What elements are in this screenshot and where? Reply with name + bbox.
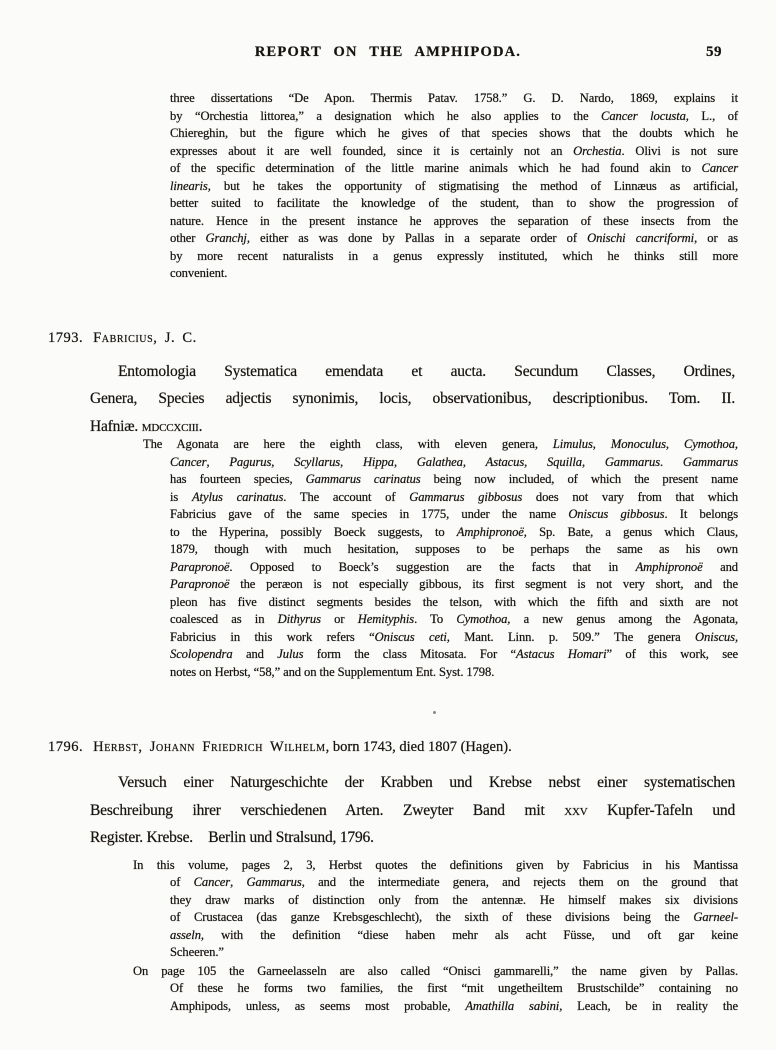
- text-line: Versuch einer Naturgeschichte der Krabben und Krebse nebst einer systematischen: [118, 774, 735, 791]
- entry-number: 1796.: [48, 739, 84, 755]
- entry-number: 1793.: [48, 329, 84, 346]
- text-line: notes on Herbst, “58,” and on the Supplementum Ent. Syst. 1798.: [170, 664, 495, 679]
- text-line: Parapronoë the peræon is not especially gibbous, its first segment is not very short, and the: [170, 577, 738, 591]
- herbst-title: [90, 769, 735, 852]
- text-line: Of these he forms two families, the first “mit ungetheiltem Brustschilde” containing no: [170, 981, 738, 995]
- text-line: Beschreibung ihrer verschiedenen Arten. Zweyter Band mit xxv Kupfer-Tafeln und: [90, 801, 735, 819]
- text-line: Fabricius in this work refers “Oniscus ceti, Mant. Linn. p. 509.” The genera Oniscus,: [170, 629, 738, 644]
- text-line: of the specific determination of the little marine animals which he had found akin to Cancer: [170, 161, 738, 175]
- text-line: expresses about it are well founded, since it is certainly not an Orchestia. Olivi is not sure: [170, 143, 738, 158]
- text-line: by “Orchestia littorea,” a designation which he also applies to the Cancer locusta, L., of: [170, 108, 738, 123]
- text-line: Parapronoë. Opposed to Boeck’s suggestion are the facts that in Amphipronoë and: [170, 559, 738, 574]
- text-line: 1879, though with much hesitation, supposes to be perhaps the same as his own: [170, 542, 738, 556]
- text-line: Amphipods, unless, as seems most probable, Amathilla sabini, Leach, be in reality the: [170, 998, 738, 1013]
- fabricius-title: [90, 358, 735, 441]
- text-line: Scheeren.”: [170, 945, 224, 959]
- entry-author-tail: , born 1743, died 1807 (Hagen).: [325, 739, 512, 755]
- text-line: by more recent naturalists in a genus expressly instituted, which he thinks still more: [170, 248, 738, 263]
- text-line: Genera, Species adjectis synonimis, locis, observationibus, descriptionibus. Tom. II.: [90, 390, 735, 407]
- text-line: convenient.: [170, 266, 228, 280]
- text-line: Cancer, Pagurus, Scyllarus, Hippa, Galathea, Astacus, Squilla, Gammarus. Gammarus: [170, 454, 739, 469]
- text-line: of Crustacea (das ganze Krebsgeschlecht), the sixth of these divisions being the Garneel-: [170, 910, 738, 924]
- entry-1796-heading: [48, 738, 776, 757]
- herbst-note-2: [133, 963, 738, 1016]
- herbst-note-1: [133, 857, 738, 962]
- text-line: Chiereghin, but the figure which he gives of that species shows that the doubts which he: [170, 126, 738, 140]
- text-line: pleon has five distinct segments besides the telson, with which the fifth and sixth are not: [170, 594, 738, 609]
- entry-author: Herbst, Johann Friedrich Wilhelm: [93, 739, 326, 755]
- text-line: of Cancer, Gammarus, and the intermediate genera, and rejects them on the ground that: [170, 875, 738, 889]
- text-line: to the Hyperina, possibly Boeck suggests, to Amphipronoë, Sp. Bate, a genus which Claus,: [170, 524, 738, 539]
- entry-author: Fabricius, J. C.: [93, 329, 197, 346]
- text-line: coalesced as in Dithyrus or Hemityphis. To Cymothoa, a new genus among the Agonata,: [170, 612, 739, 626]
- running-title: REPORT ON THE AMPHIPODA.: [254, 44, 522, 60]
- text-line: The Agonata are here the eighth class, with eleven genera, Limulus, Monoculus, Cymothoa,: [143, 437, 738, 451]
- text-line: asseln, with the definition “diese haben mehr als acht Füsse, und oft gar keine: [170, 927, 738, 942]
- entry-1793-heading: [48, 329, 776, 348]
- text-line: better suited to facilitate the knowledge of the student, than to show the progression of: [170, 196, 738, 210]
- text-line: other Granchj, either as was done by Pallas in a separate order of Onischi cancriformi, or as: [170, 231, 738, 245]
- page-header: [0, 0, 776, 62]
- text-line: is Atylus carinatus. The account of Gammarus gibbosus does not vary from that which: [170, 489, 739, 504]
- continuation-paragraph: [170, 90, 738, 283]
- text-line: three dissertations “De Apon. Thermis Patav. 1758.” G. D. Nardo, 1869, explains it: [170, 91, 738, 105]
- text-line: Hafniæ. mdccxciii.: [90, 417, 203, 435]
- text-line: Register. Krebse. Berlin und Stralsund, 1796.: [90, 829, 374, 846]
- scan-artifact-dot: [433, 711, 436, 714]
- text-line: nature. Hence in the present instance he approves the separation of these insects from the: [170, 213, 738, 228]
- fabricius-note: [143, 436, 739, 681]
- text-line: Entomologia Systematica emendata et aucta. Secundum Classes, Ordines,: [118, 362, 735, 380]
- page-number: 59: [706, 44, 722, 60]
- text-line: Fabricius gave of the same species in 1775, under the name Oniscus gibbosus. It belongs: [170, 507, 738, 521]
- text-line: In this volume, pages 2, 3, Herbst quotes the definitions given by Fabricius in his Mantissa: [133, 857, 738, 872]
- text-line: has fourteen species, Gammarus carinatus being now included, of which the present name: [170, 472, 738, 486]
- text-line: they draw marks of distinction only from the antennæ. He himself makes six divisions: [170, 892, 738, 907]
- text-line: On page 105 the Garneelasseln are also called “Onisci gammarelli,” the name given by Pallas.: [133, 963, 738, 978]
- text-line: linearis, but he takes the opportunity of stigmatising the method of Linnæus as artificial,: [170, 178, 738, 193]
- text-line: Scolopendra and Julus form the class Mitosata. For “Astacus Homari” of this work, see: [170, 647, 739, 661]
